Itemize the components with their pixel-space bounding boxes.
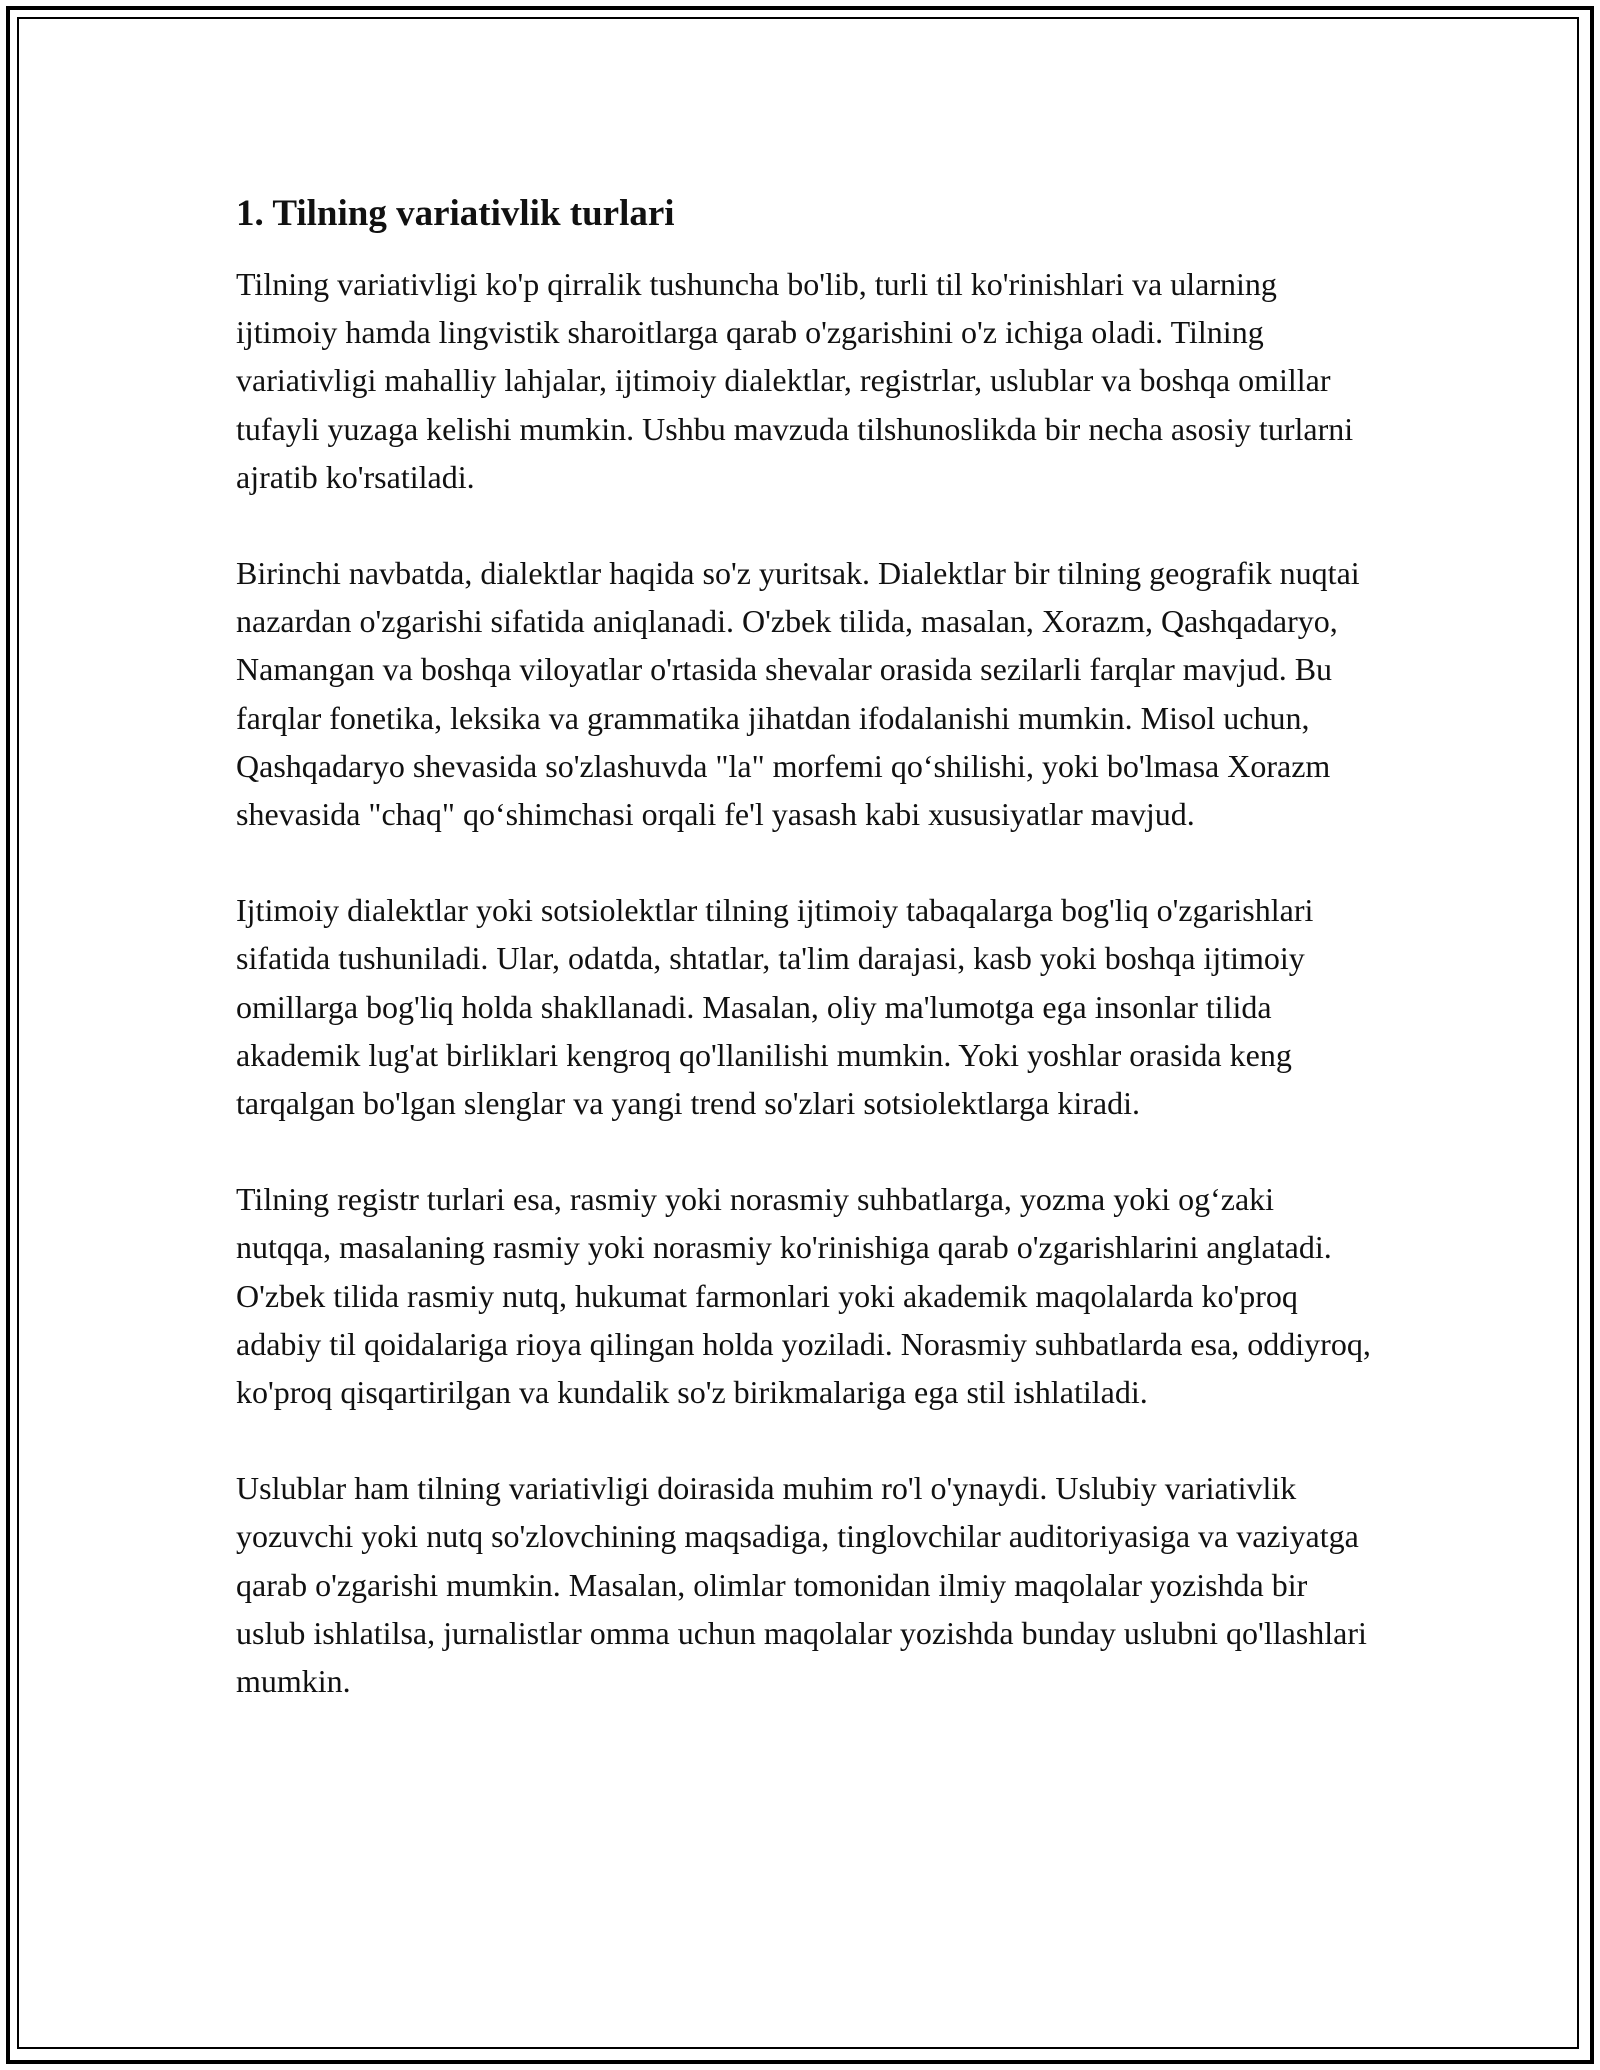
document-body [236, 190, 1376, 1753]
paragraph-sociolects: Ijtimoiy dialektlar yoki sotsiolektlar tilning ijtimoiy tabaqalarga bog'liq o'zgarishlari sifatida tushuniladi. Ular, odatda, shtatlar, ta'lim darajasi, kasb yoki boshqa ijtimoiy omillarga bog'liq holda shakllanadi. Masalan, oliy ma'lumotga ega insonlar tilida akademik lug'at birliklari kengroq qo'llanilishi mumkin. Yoki yoshlar orasida keng tarqalgan bo'lgan slenglar va yangi trend so'zlari sotsiolektlarga kiradi. [236, 892, 1314, 1122]
section-heading: 1. Tilning variativlik turlari [236, 193, 675, 234]
paragraph-dialects: Birinchi navbatda, dialektlar haqida so'z yuritsak. Dialektlar bir tilning geografik nuqtai nazardan o'zgarishi sifatida aniqlanadi. O'zbek tilida, masalan, Xorazm, Qashqadaryo, Namangan va boshqa viloyatlar o'rtasida shevalar orasida sezilarli farqlar mavjud. Bu farqlar fonetika, leksika va grammatika jihatdan ifodalanishi mumkin. Misol uchun, Qashqadaryo shevasida so'zlashuvda "la" morfemi qo‘shilishi, yoki bo'lmasa Xorazm shevasida "chaq" qo‘shimchasi orqali fe'l yasash kabi xususiyatlar mavjud. [236, 555, 1360, 833]
paragraph-registers: Tilning registr turlari esa, rasmiy yoki norasmiy suhbatlarga, yozma yoki og‘zaki nutqqa, masalaning rasmiy yoki norasmiy ko'rinishiga qarab o'zgarishlarini anglatadi. O'zbek tilida rasmiy nutq, hukumat farmonlari yoki akademik maqolalarda ko'proq adabiy til qoidalariga rioya qilingan holda yoziladi. Norasmiy suhbatlarda esa, oddiyroq, ko'proq qisqartirilgan va kundalik so'z birikmalariga ega stil ishlatiladi. [236, 1181, 1371, 1411]
paragraph-styles: Uslublar ham tilning variativligi doirasida muhim ro'l o'ynaydi. Uslubiy variativlik yozuvchi yoki nutq so'zlovchining maqsadiga, tinglovchilar auditoriyasiga va vaziyatga qarab o'zgarishi mumkin. Masalan, olimlar tomonidan ilmiy maqolalar yozishda bir uslub ishlatilsa, jurnalistlar omma uchun maqolalar yozishda bunday uslubni qo'llashlari mumkin. [236, 1470, 1367, 1700]
paragraph-intro: Tilning variativligi ko'p qirralik tushuncha bo'lib, turli til ko'rinishlari va ularning ijtimoiy hamda lingvistik sharoitlarga qarab o'zgarishini o'z ichiga oladi. Tilning variativligi mahalliy lahjalar, ijtimoiy dialektlar, registrlar, uslublar va boshqa omillar tufayli yuzaga kelishi mumkin. Ushbu mavzuda tilshunoslikda bir necha asosiy turlarni ajratib ko'rsatiladi. [236, 266, 1354, 495]
